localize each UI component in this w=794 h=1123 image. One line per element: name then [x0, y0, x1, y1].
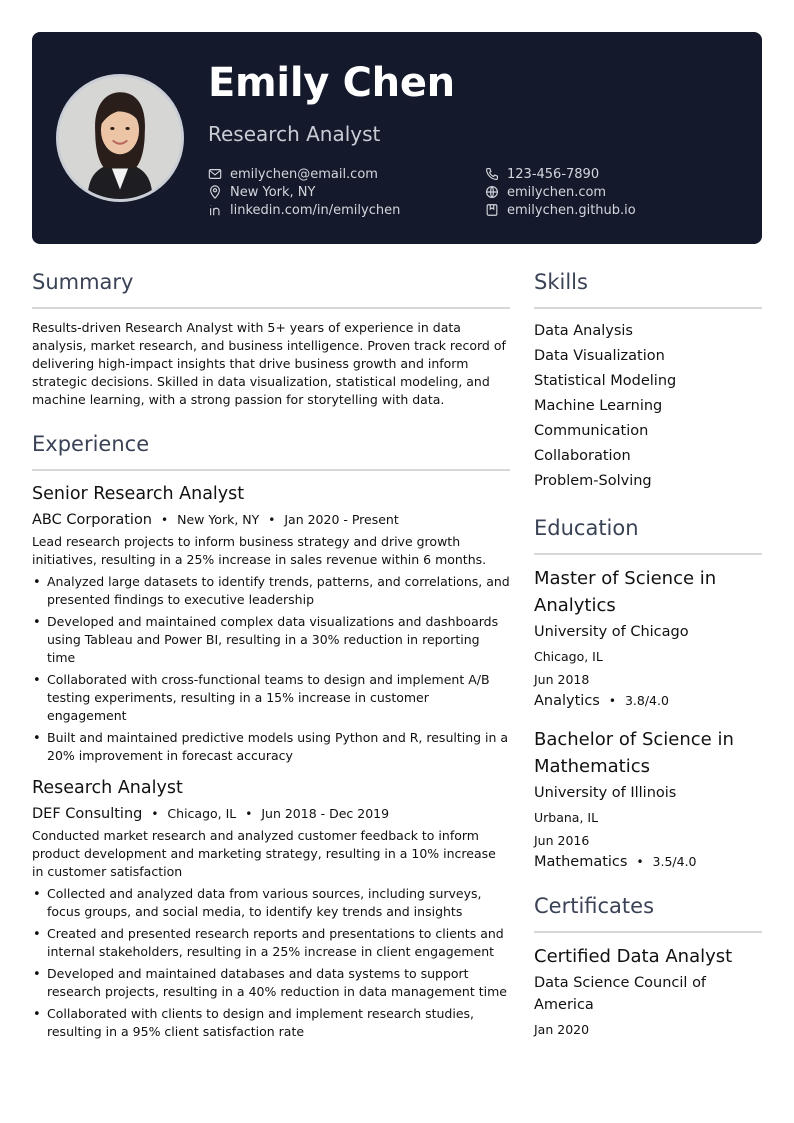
- contact-email[interactable]: [208, 165, 378, 183]
- certificate-entry: [534, 943, 762, 1039]
- contact-website[interactable]: [485, 183, 606, 201]
- header-banner: [32, 32, 762, 244]
- education-entry: [534, 565, 762, 709]
- job-bullet: • Built and maintained predictive models using Python and R, resulting in a 20% improvement in forecast accuracy: [32, 729, 510, 765]
- bookmark-icon: [485, 203, 499, 217]
- phone-icon: [485, 167, 499, 181]
- contact-portfolio-text: emilychen.github.io: [507, 202, 636, 218]
- job-bullet: • Created and presented research reports and presentations to clients and internal stakeholders, resulting in a 25% increase in client engagement: [32, 925, 510, 961]
- section-title-summary: Summary: [32, 268, 510, 309]
- certificates-section: [534, 892, 762, 1039]
- degree-date: Jun 2016: [534, 833, 590, 848]
- job-location: Chicago, IL: [167, 806, 237, 821]
- contact-website-text: emilychen.com: [507, 184, 607, 200]
- degree-date: Jun 2018: [534, 672, 590, 687]
- education-section: [534, 514, 762, 870]
- certificate-date: Jan 2020: [534, 1022, 590, 1037]
- separator-dot: •: [608, 694, 616, 708]
- certificate-issuer: Data Science Council of America: [534, 975, 707, 1013]
- job-bullet: • Collaborated with clients to design and implement research studies, resulting in a 95% client satisfaction rate: [32, 1005, 510, 1041]
- contact-location: [208, 183, 315, 201]
- contact-location-text: New York, NY: [230, 184, 316, 200]
- skill-item: Machine Learning: [534, 398, 663, 414]
- skill-item: Collaboration: [534, 448, 631, 464]
- contact-portfolio[interactable]: [485, 201, 636, 219]
- job-company: ABC Corporation: [32, 512, 153, 528]
- avatar: [56, 74, 184, 202]
- separator-dot: •: [268, 513, 276, 527]
- job-dates: Jun 2018 - Dec 2019: [261, 806, 390, 821]
- job-title: Research Analyst: [32, 778, 183, 798]
- skills-section: [534, 268, 762, 494]
- contact-phone-text: 123-456-7890: [507, 166, 600, 182]
- globe-icon: [485, 185, 499, 199]
- degree-school: University of Chicago: [534, 624, 689, 640]
- main-column: [32, 268, 510, 1045]
- separator-dot: •: [151, 807, 159, 821]
- job-bullets: [32, 885, 510, 1041]
- contact-linkedin-text: linkedin.com/in/emilychen: [230, 202, 401, 218]
- skill-item: Data Visualization: [534, 348, 665, 364]
- job-company: DEF Consulting: [32, 806, 143, 822]
- certificate-name: Certified Data Analyst: [534, 946, 733, 967]
- degree-gpa: 3.8/4.0: [624, 693, 669, 708]
- job-meta: [32, 510, 510, 530]
- linkedin-icon: [208, 203, 222, 217]
- summary-text: Results-driven Research Analyst with 5+ years of experience in data analysis, market research, and business intelligence. Proven track record of delivering high-impact insights that drive business growth and inform strategic decisions. Skilled in data visualization, statistical modeling, and machine learning, with a strong passion for storytelling with data.: [32, 320, 506, 407]
- section-title-skills: Skills: [534, 268, 762, 309]
- section-title-certificates: Certificates: [534, 892, 762, 933]
- degree-school: University of Illinois: [534, 785, 677, 801]
- contact-phone[interactable]: [485, 165, 599, 183]
- skill-item: Communication: [534, 423, 649, 439]
- separator-dot: •: [245, 807, 253, 821]
- degree-field-row: [534, 854, 762, 870]
- job-bullet: • Analyzed large datasets to identify trends, patterns, and correlations, and presented findings to executive leadership: [32, 573, 510, 609]
- job-description: Conducted market research and analyzed customer feedback to inform product development and marketing strategy, resulting in a 10% increase in customer satisfaction: [32, 828, 496, 879]
- separator-dot: •: [161, 513, 169, 527]
- profile-photo: [59, 77, 181, 199]
- degree-field: Mathematics: [534, 854, 628, 870]
- skill-item: Statistical Modeling: [534, 373, 677, 389]
- experience-section: [32, 430, 510, 1041]
- skill-item: Data Analysis: [534, 323, 633, 339]
- job-bullets: [32, 573, 510, 765]
- candidate-name: Emily Chen: [208, 60, 455, 106]
- degree-title: Master of Science in Analytics: [534, 568, 717, 616]
- side-column: [534, 268, 762, 1039]
- section-title-education: Education: [534, 514, 762, 555]
- degree-field-row: [534, 693, 762, 709]
- job-entry: [32, 482, 510, 765]
- job-description: Lead research projects to inform business strategy and drive growth initiatives, resulting in a 25% increase in sales revenue within 6 months.: [32, 534, 487, 567]
- job-bullet: • Developed and maintained databases and data systems to support research projects, resulting in a 40% reduction in data management time: [32, 965, 510, 1001]
- contact-email-text: emilychen@email.com: [230, 166, 378, 182]
- section-title-experience: Experience: [32, 430, 510, 471]
- job-entry: [32, 776, 510, 1041]
- location-pin-icon: [208, 185, 222, 199]
- degree-field: Analytics: [534, 693, 600, 709]
- job-bullet: • Collected and analyzed data from various sources, including surveys, focus groups, and social media, to identify key trends and insights: [32, 885, 510, 921]
- mail-icon: [208, 167, 222, 181]
- separator-dot: •: [636, 855, 644, 869]
- degree-location: Urbana, IL: [534, 810, 599, 825]
- degree-location: Chicago, IL: [534, 649, 603, 664]
- candidate-role: Research Analyst: [208, 122, 381, 146]
- job-bullet: • Developed and maintained complex data visualizations and dashboards using Tableau and Power BI, resulting in a 30% reduction in reporting time: [32, 613, 510, 667]
- job-dates: Jan 2020 - Present: [284, 512, 399, 527]
- job-meta: [32, 804, 510, 824]
- degree-gpa: 3.5/4.0: [652, 854, 697, 869]
- job-location: New York, NY: [177, 512, 260, 527]
- job-title: Senior Research Analyst: [32, 484, 245, 504]
- contact-linkedin[interactable]: [208, 201, 400, 219]
- job-bullet: • Collaborated with cross-functional teams to design and implement A/B testing experiments, resulting in a 15% increase in customer engagement: [32, 671, 510, 725]
- skill-item: Problem-Solving: [534, 473, 652, 489]
- education-entry: [534, 726, 762, 870]
- summary-section: [32, 268, 510, 409]
- degree-title: Bachelor of Science in Mathematics: [534, 729, 734, 777]
